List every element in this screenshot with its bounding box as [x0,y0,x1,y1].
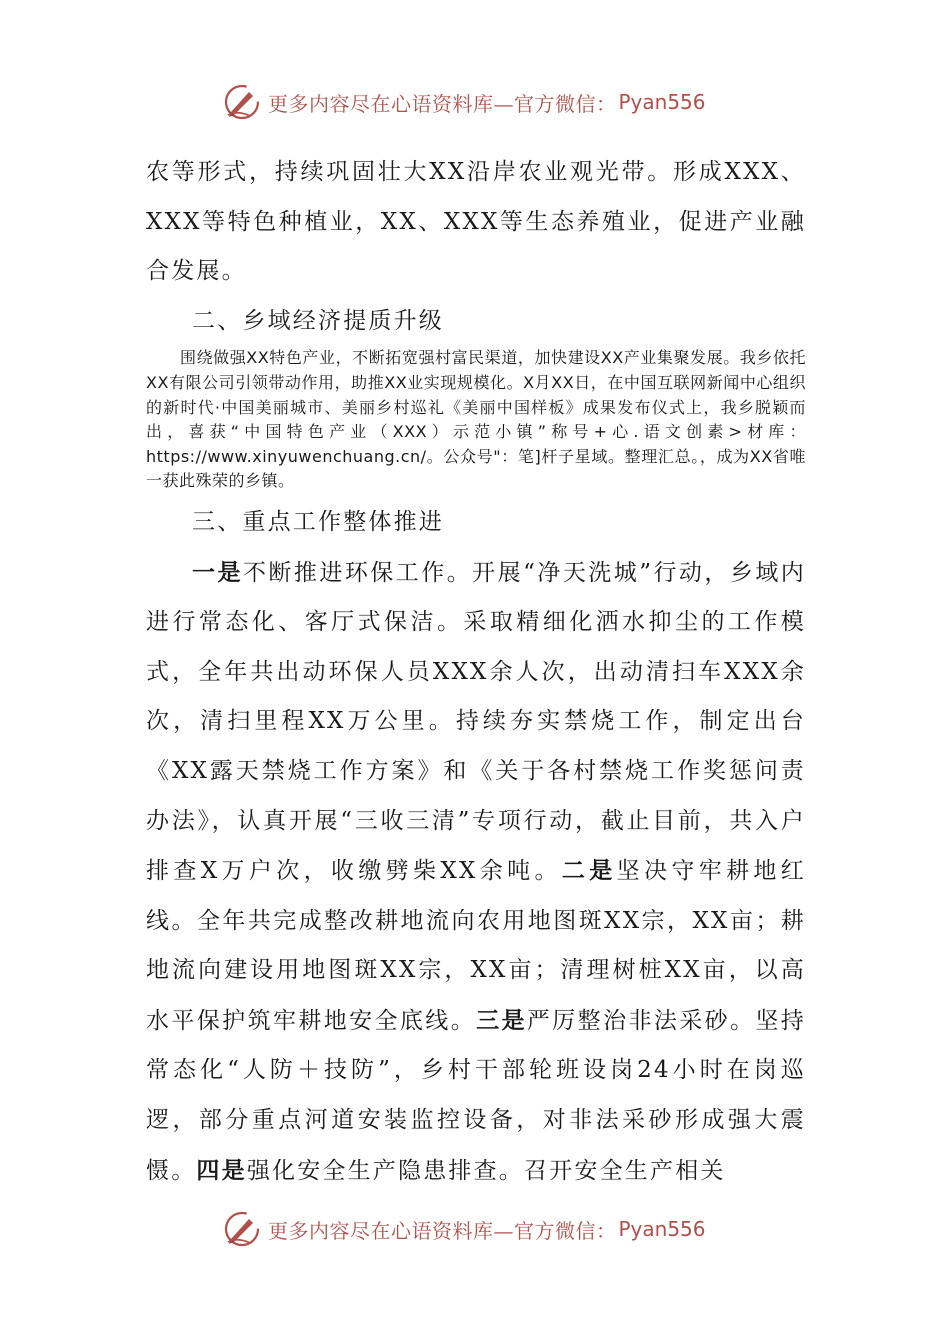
banner-text: 更多内容尽在心语资料库—官方微信： [268,1218,617,1243]
point-2-label: 二是 [561,857,617,885]
point-4-label: 四是 [196,1156,247,1184]
pen-logo-icon [222,1209,262,1249]
header-banner [222,82,742,122]
section-heading-3: 三、重点工作整体推进 [192,508,444,535]
point-3-text: 严厉整治非法采砂。坚持常态化“人防＋技防”，乡村干部轮班设岗24小时在岗巡逻，部分重点河道安装监控设备，对非法采砂形成强大震慑。 [146,1007,807,1184]
point-2-text: 坚决守牢耕地红线。全年共完成整改耕地流向农用地图斑XX宗，XX亩；耕地流向建设用地图斑XX宗，XX亩；清理树桩XX亩，以高水平保护筑牢耕地安全底线。 [146,858,807,1034]
banner-wechat-id: Pyan556 [618,90,706,114]
paragraph-economy: 围绕做强XX特色产业，不断拓宽强村富民渠道，加快建设XX产业集聚发展。我乡依托XX有限公司引领带动作用，助推XX业实现规模化。X月XX日，在中国互联网新闻中心组织的新时代·中国美丽城市、美丽乡村巡礼《美丽中国样板》成果发布仪式上，我乡脱颖而出，喜获“中国特色产业（XXX）示范小镇”称号+心.语文创素>材库：https://www.xinyuwenchuang.cn/。公众号"：笔]杆子星域。整理汇总。，成为XX省唯一获此殊荣的乡镇。 [146,348,806,491]
point-1-label: 一是 [192,558,243,586]
document-body [146,148,806,1196]
section-heading-2: 二、乡域经济提质升级 [192,307,444,334]
point-3-label: 三是 [476,1006,527,1034]
point-1-text: 不断推进环保工作。开展“净天洗城”行动，乡域内进行常态化、客厅式保洁。采取精细化洒水抑尘的工作模式，全年共出动环保人员XXX余人次，出动清扫车XXX余次，清扫里程XX万公里。持续夯实禁烧工作，制定出台《XX露天禁烧工作方案》和《关于各村禁烧工作奖惩问责办法》，认真开展“三收三清”专项行动，截止目前，共入户排查X万户次，收缴劈柴XX余吨。 [146,559,806,885]
paragraph-key-work [146,548,806,1197]
pen-logo-icon [222,82,262,122]
banner-wechat-id: Pyan556 [618,1217,706,1241]
point-4-text: 强化安全生产隐患排查。召开安全生产相关 [246,1157,726,1184]
banner-text: 更多内容尽在心语资料库—官方微信： [268,91,617,116]
paragraph-continued: 农等形式，持续巩固壮大XX沿岸农业观光带。形成XXX、XXX等特色种植业，XX、XXX等生态养殖业，促进产业融合发展。 [146,159,806,285]
footer-banner [222,1209,742,1249]
